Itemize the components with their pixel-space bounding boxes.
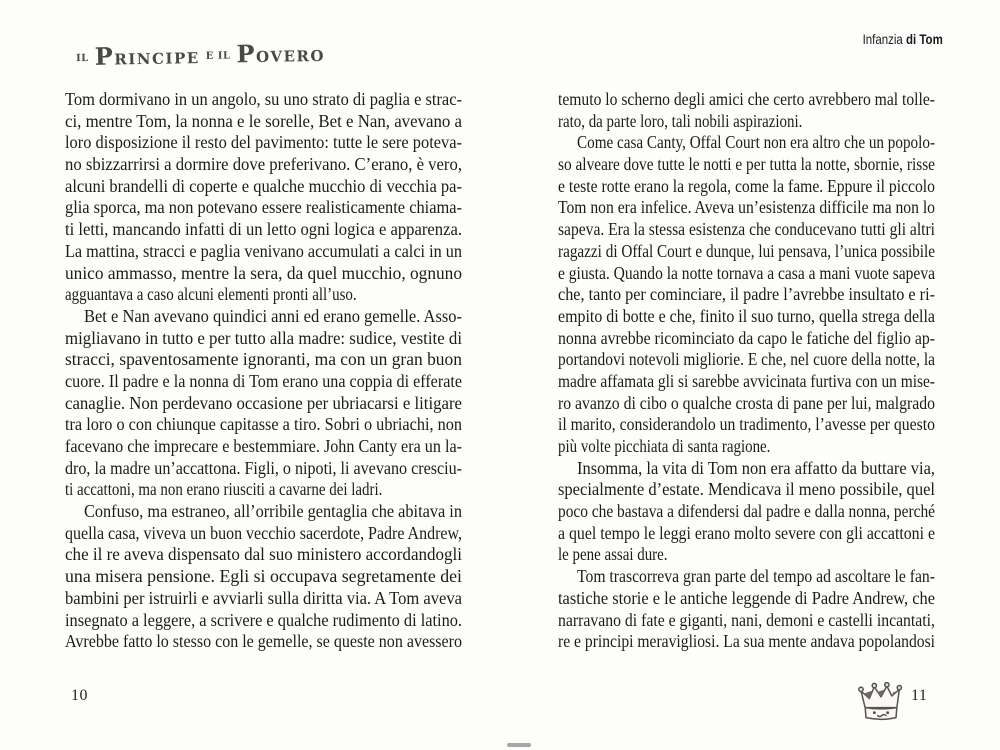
left-text-column (65, 89, 462, 653)
text-line: agguantava a caso alcuni elementi pronti all’uso. (65, 284, 357, 305)
crown-icon (856, 682, 906, 725)
text-line: più volte picchiata di santa ragione. (558, 436, 771, 456)
logo-word-povero: POVERO (236, 39, 326, 69)
text-line: re e principi meravigliosi. La sua mente andava popolandosi (558, 631, 935, 652)
text-line: Come casa Canty, Offal Court non era altro che un popolo- (577, 132, 935, 153)
book-logo (76, 38, 325, 71)
text-line: poco che bastava a difendersi dal padre e dalla nonna, perché (558, 501, 935, 522)
text-line: portandovi notevoli migliorie. E che, nel cuore della notte, la (558, 349, 935, 370)
text-line: cuore. Il padre e la nonna di Tom erano una coppia di efferate (65, 370, 462, 391)
text-line: ti accattoni, ma non erano riusciti a cavarne dei ladri. (65, 479, 383, 500)
text-line: Bet e Nan avevano quindici anni ed erano gemelle. Asso- (84, 305, 462, 326)
text-line: no sbizzarrirsi a dormire dove preferivano. C’erano, è vero, (65, 154, 462, 175)
text-line: La mattina, stracci e paglia venivano accumulati a calci in un (65, 240, 462, 261)
text-line: quella casa, viveva un buon vecchio sacerdote, Padre Andrew, (65, 522, 462, 543)
text-line: stracci, spaventosamente ignoranti, ma con un gran buon (65, 349, 462, 370)
text-line: e giusta. Quando la notte tornava a casa a mani vuote sapeva (558, 262, 935, 283)
text-line: il marito, considerandolo un tradimento, l’avesse per questo (558, 414, 935, 435)
text-line: una misera pensione. Egli si occupava segretamente dei (65, 566, 462, 587)
text-line: a quel tempo le leggi erano molto severe con gli accattoni e (558, 522, 935, 543)
text-line: temuto lo scherno degli amici che certo avrebbero mal tolle- (558, 89, 935, 109)
text-line: le pene assai dure. (558, 544, 668, 565)
text-line: rato, da parte loro, tali nobili aspirazioni. (558, 110, 803, 131)
text-line: narravano di fate e giganti, nani, demoni e castelli incantati, (558, 609, 935, 630)
text-line: bambini per istruirli e avviarli sulla diritta via. A Tom aveva (65, 587, 462, 608)
text-line: Tom non era infelice. Aveva un’esistenza difficile ma non lo (558, 197, 935, 218)
text-line: dro, la madre un’accattona. Figli, o nipoti, li avevano cresciu- (65, 457, 462, 478)
page-number-left: 10 (71, 687, 88, 704)
logo-word-principe: PRINCIPE (94, 41, 200, 71)
text-line: nonna avrebbe ricominciato da capo le fatiche del figlio ap- (558, 327, 935, 348)
text-line: ragazzi di Offal Court e dunque, lui pensava, l’unica possibile (558, 240, 935, 261)
chapter-header-regular: Infanzia (862, 31, 904, 47)
text-line: alcuni brandelli di coperte e qualche mucchio di vecchia pa- (65, 175, 462, 196)
text-line: sapeva. Era la stessa esistenza che conducevano tutti gli altri (558, 219, 935, 240)
chapter-header (863, 31, 943, 47)
text-line: ti letti, mancando infatti di un letto ogni logica e apparenza. (65, 219, 462, 240)
text-line: Tom dormivano in un angolo, su uno strato di paglia e strac- (65, 89, 462, 109)
logo-word-e-il: E IL (205, 50, 231, 62)
bottom-bar (507, 743, 531, 747)
right-text-column (558, 89, 935, 653)
text-line: Avrebbe fatto lo stesso con le gemelle, se queste non avessero (65, 631, 462, 652)
text-line: Tom trascorreva gran parte del tempo ad ascoltare le fan- (577, 566, 935, 587)
text-line: facevano che imprecare e bestemmiare. John Canty era un la- (65, 436, 462, 456)
text-line: Insomma, la vita di Tom non era affatto da buttare via, (577, 457, 935, 478)
text-line: ci, mentre Tom, la nonna e le sorelle, Bet e Nan, avevano a (65, 110, 462, 131)
text-line: canaglie. Non perdevano occasione per ubriacarsi e litigare (65, 392, 462, 413)
text-line: tastiche storie e le antiche leggende di Padre Andrew, che (558, 587, 935, 608)
text-line: che, tanto per cominciare, il padre l’avrebbe insultato e ri- (558, 284, 935, 305)
text-line: unico ammasso, mentre la sera, da quel mucchio, ognuno (65, 262, 462, 283)
text-line: specialmente d’estate. Mendicava il meno possibile, quel (558, 479, 935, 500)
text-line: insegnato a leggere, a scrivere e qualche rudimento di latino. (65, 609, 462, 630)
chapter-header-bold: di Tom (906, 31, 943, 47)
text-line: ro avanzo di cibo o qualche crosta di pane per lui, malgrado (558, 392, 935, 413)
text-line: loro disposizione il resto del pavimento: tutte le sere poteva- (65, 132, 462, 153)
text-line: glia sporca, ma non potevano essere realisticamente chiama- (65, 197, 462, 218)
text-line: so alveare dove tutte le notti e per tutta la notte, sbornie, risse (558, 154, 935, 175)
text-line: Confuso, ma estraneo, all’orribile gentaglia che abitava in (84, 501, 462, 522)
text-line: che il re aveva dispensato dal suo ministero accordandogli (65, 544, 462, 565)
text-line: e teste rotte erano la regola, come la fame. Eppure il piccolo (558, 175, 935, 196)
text-line: migliavano in tutto e per tutto alla madre: sudice, vestite di (65, 327, 462, 348)
text-line: tra loro o con chiunque capitasse a tiro. Sobri o ubriachi, non (65, 414, 462, 435)
page-number-right: 11 (911, 687, 928, 704)
logo-word-il: IL (75, 52, 89, 65)
text-line: madre affamata gli si sarebbe avvicinata furtiva con un mise- (558, 370, 935, 391)
text-line: empito di botte e che, finito il suo turno, quella strega della (558, 305, 935, 326)
